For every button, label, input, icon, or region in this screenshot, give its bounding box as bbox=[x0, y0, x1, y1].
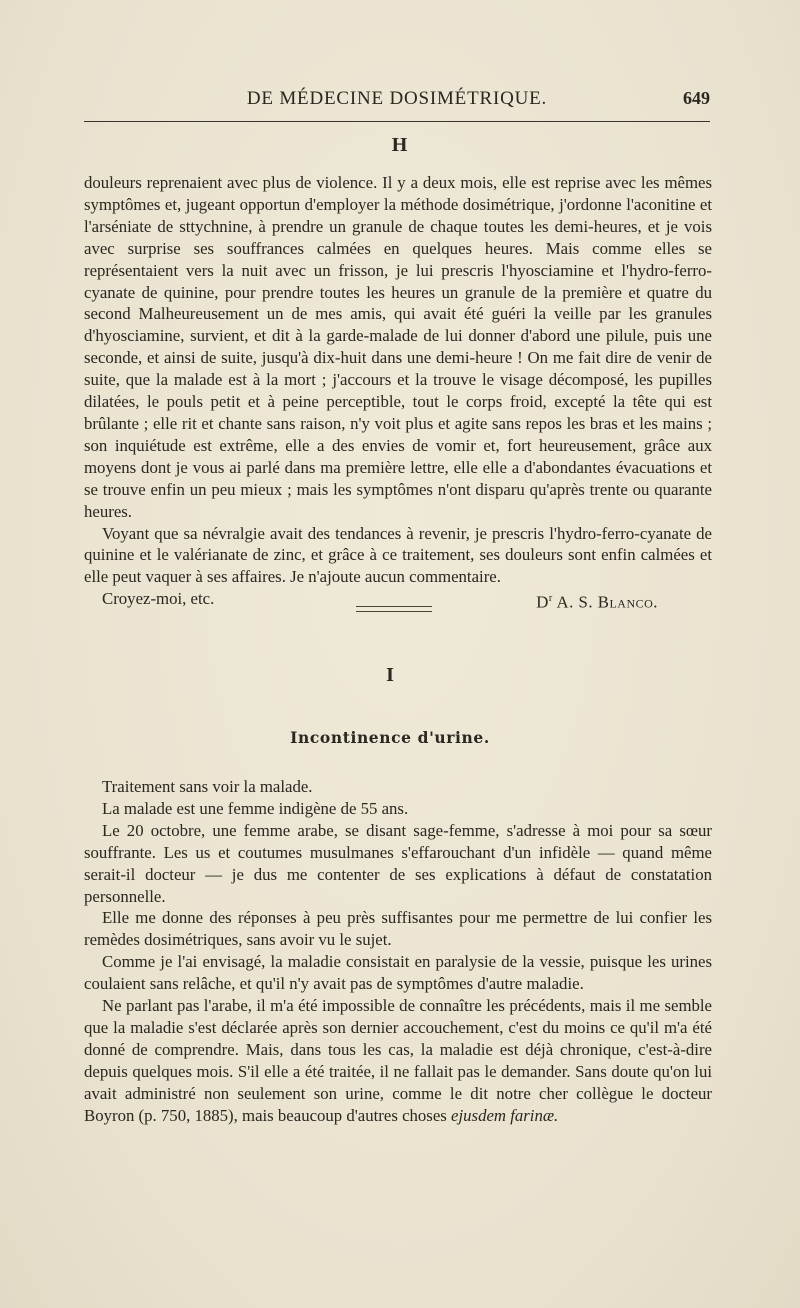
running-title: DE MÉDECINE DOSIMÉTRIQUE. bbox=[246, 88, 548, 109]
section-h-body bbox=[84, 172, 712, 614]
running-head bbox=[84, 88, 710, 114]
signature-title: D bbox=[536, 592, 549, 612]
paragraph: Elle me donne des réponses à peu près suffisantes pour me permettre de lui confier les remèdes dosimétriques, sans avoir vu le sujet. bbox=[84, 908, 712, 950]
section-letter-i: I bbox=[386, 664, 394, 686]
closing-formula: Croyez-moi, etc. bbox=[102, 589, 215, 609]
paragraph: La malade est une femme indigène de 55 ans. bbox=[102, 798, 409, 818]
paragraph: Le 20 octobre, une femme arabe, se disant sage-femme, s'adresse à moi pour sa sœur souffrante. Les us et coutumes musulmanes s'effarouchant d'un infidèle — quand même serait-il docteur — je dus me contenter de ses explications à défaut de constatation personnelle. bbox=[84, 820, 712, 906]
header-rule bbox=[84, 121, 710, 122]
paragraph: Voyant que sa névralgie avait des tendances à revenir, je prescris l'hydro-ferro-cyanate de quinine et le valérianate de zinc, et grâce à ce traitement, ses douleurs sont enfin calmées et elle peut vaquer à ses affaires. Je n'ajoute aucun commentaire. bbox=[84, 523, 712, 587]
section-separator bbox=[356, 606, 432, 612]
paragraph bbox=[84, 995, 712, 1126]
section-i-body bbox=[84, 776, 712, 1127]
signature bbox=[536, 588, 658, 614]
page-number: 649 bbox=[683, 88, 710, 108]
signature-title-sup: r bbox=[548, 593, 553, 605]
section-title: Incontinence d'urine. bbox=[290, 728, 490, 747]
section-letter-h: H bbox=[391, 134, 409, 156]
paragraph-text: Ne parlant pas l'arabe, il m'a été impossible de connaître les précédents, mais il me semble que la maladie s'est déclarée après son dernier accouchement, c'est du moins ce qu'il m'a été donné de comprendre. Mais, dans tous les cas, la maladie est déjà chronique, c'est-à-dire depuis quelques mois. S'il elle a été traitée, il ne fallait pas le demander. Sans doute qu'on lui avait administré non seulement son urine, comme le dit notre cher collègue le docteur Boyron (p. 750, 1885), mais beaucoup d'autres choses bbox=[84, 996, 712, 1125]
signature-name: Blanco. bbox=[597, 592, 658, 612]
paragraph: Traitement sans voir la malade. bbox=[102, 777, 313, 796]
paragraph: douleurs reprenaient avec plus de violence. Il y a deux mois, elle est reprise avec les mêmes symptômes et, jugeant opportun d'employer la méthode dosimétrique, j'ordonne l'aconitine et l'arséniate de sttychnine, à prendre un granule de chaque toutes les demi-heures, et je vois avec surprise ses souffrances calmées en quelques heures. Mais comme elles se représentaient vers la nuit avec un frisson, je lui prescris l'hyosciamine et l'hydro-ferro-cyanate de quinine, pour prendre toutes les heures un granule de la première et quatre du second Malheureusement un de mes amis, qui avait été guéri la veille par les granules d'hyosciamine, survient, et dit à la garde-malade de lui donner d'abord une pilule, puis une seconde, et ainsi de suite, jusqu'à dix-huit dans une demi-heure ! On me fait dire de venir de suite, que la malade est à la mort ; j'accours et la trouve le visage décomposé, les pupilles dilatées, le pouls petit et à peine perceptible, tout le corps froid, excepté la tête qui est brûlante ; elle rit et chante sans raison, n'y voit plus et agite sans repos les bras et les mains ; son inquiétude est extrême, elle a des envies de vomir et, fort heureusement, grâce aux moyens dont je vous ai parlé dans ma première lettre, elle elle a d'abondantes évacuations et se trouve enfin un peu mieux ; mais les symptômes n'ont disparu qu'après trente ou quarante heures. bbox=[84, 173, 712, 521]
latin-phrase: ejusdem farinæ. bbox=[451, 1105, 559, 1125]
signature-initials: A. S. bbox=[556, 592, 594, 612]
paragraph: Comme je l'ai envisagé, la maladie consistait en paralysie de la vessie, puisque les urines coulaient sans relâche, et qu'il n'y avait pas de symptômes d'autre maladie. bbox=[84, 952, 712, 994]
